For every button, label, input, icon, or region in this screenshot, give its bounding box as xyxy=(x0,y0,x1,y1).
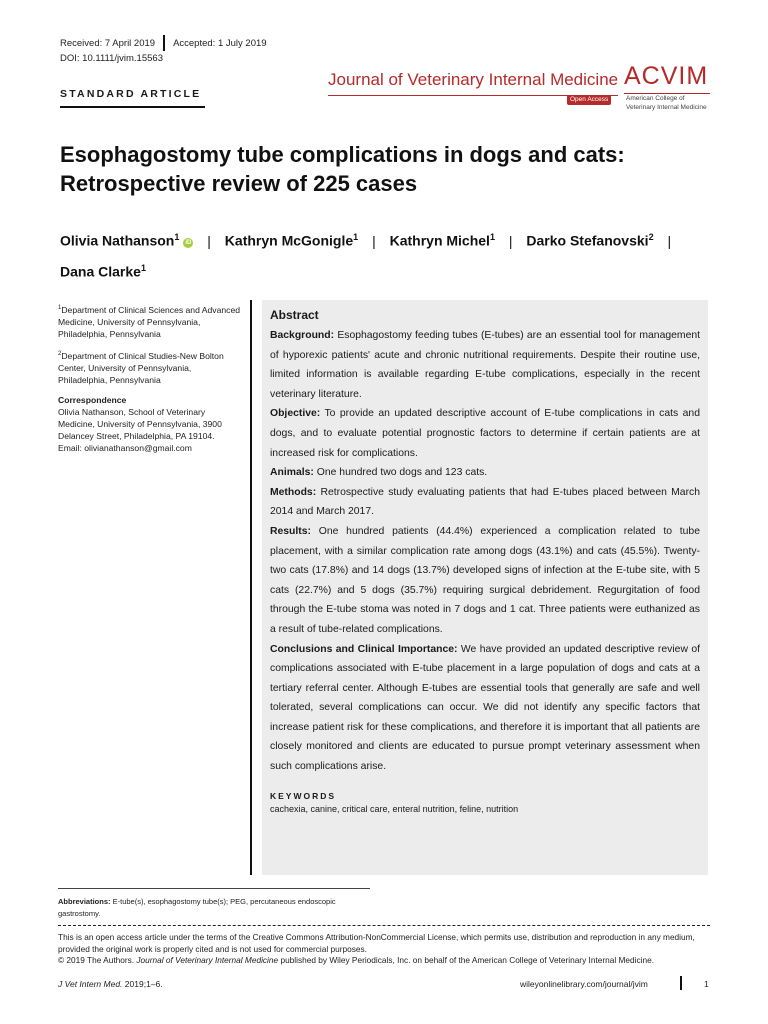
affiliations-column xyxy=(58,302,240,462)
author-separator: | xyxy=(667,232,672,249)
society-name-line1: American College of xyxy=(626,95,685,102)
open-access-badge: Open Access xyxy=(567,95,611,105)
affiliation-number: 2 xyxy=(58,350,62,357)
section-text: To provide an updated descriptive account of E-tube complications in cats and dogs, and to evaluate potential prognostic factors to determine if certain patients are at increased risk for complications. xyxy=(270,408,700,459)
section-label: Conclusions and Clinical Importance: xyxy=(270,643,458,655)
affiliation-text: Department of Clinical Sciences and Advanced Medicine, University of Pennsylvania, Philadelphia, Pennsylvania xyxy=(58,304,241,339)
keywords-list: cachexia, canine, critical care, enteral nutrition, feline, nutrition xyxy=(270,803,519,814)
section-label: Results: xyxy=(270,525,311,537)
citation xyxy=(58,979,163,989)
date-separator xyxy=(163,35,165,51)
author-name[interactable]: Darko Stefanovski xyxy=(526,232,649,249)
abstract-methods xyxy=(270,483,700,522)
journal-url[interactable]: wileyonlinelibrary.com/journal/jvim xyxy=(520,979,648,989)
abbreviations-text: E-tube(s), esophagostomy tube(s); PEG, percutaneous endoscopic gastrostomy. xyxy=(58,897,336,918)
abstract-heading: Abstract xyxy=(270,308,319,322)
author-separator: | xyxy=(508,232,513,249)
author-name[interactable]: Kathryn Michel xyxy=(389,232,490,249)
abstract-objective xyxy=(270,404,700,463)
article-dates xyxy=(60,35,267,51)
license-block xyxy=(58,932,710,967)
abbreviations-note xyxy=(58,896,348,920)
correspondence-address: Olivia Nathanson, School of Veterinary Medicine, University of Pennsylvania, 3900 Delancey Street, Philadelphia, PA 19104. xyxy=(58,406,222,441)
author-affiliation-marker: 1 xyxy=(489,232,495,242)
abstract-animals xyxy=(270,463,700,483)
license-divider xyxy=(58,925,710,926)
footer-separator xyxy=(680,976,682,990)
accepted-date: Accepted: 1 July 2019 xyxy=(173,37,267,49)
citation-journal: J Vet Intern Med. xyxy=(58,979,123,989)
section-text: Esophagostomy feeding tubes (E-tubes) are an essential tool for management of hyporexic patients' acute and chronic nutritional requirements. Despite their routine use, limited information is available regarding E-tube complications, especially in the recent veterinary literature. xyxy=(270,330,701,400)
acvim-logo: ACVIM xyxy=(624,62,709,90)
column-divider xyxy=(250,300,252,875)
section-text: One hundred two dogs and 123 cats. xyxy=(316,467,488,479)
abstract-background xyxy=(270,326,700,404)
affiliation-number: 1 xyxy=(58,305,62,311)
keywords-heading: KEYWORDS xyxy=(270,790,337,801)
affiliation xyxy=(58,302,240,340)
author-name[interactable]: Olivia Nathanson xyxy=(60,232,175,249)
section-label: Methods: xyxy=(270,486,317,498)
copyright-journal: Journal of Veterinary Internal Medicine xyxy=(136,955,279,965)
correspondence-heading: Correspondence xyxy=(58,394,127,405)
copyright-line xyxy=(58,955,710,967)
section-text: Retrospective study evaluating patients that had E-tubes placed between March 2014 and March 2017. xyxy=(270,486,700,518)
abstract-conclusions xyxy=(270,640,700,777)
citation-details: 2019;1–6. xyxy=(124,979,163,989)
author-name[interactable]: Kathryn McGonigle xyxy=(224,232,354,249)
copyright-suffix: published by Wiley Periodicals, Inc. on behalf of the American College of Veterinary Internal Medicine. xyxy=(280,955,655,965)
correspondence-email[interactable]: Email: olivianathanson@gmail.com xyxy=(58,442,192,453)
article-type: STANDARD ARTICLE xyxy=(60,88,202,100)
society-name xyxy=(626,94,707,112)
affiliation xyxy=(58,348,240,386)
footnote-rule xyxy=(58,888,370,889)
section-label: Background: xyxy=(270,330,335,341)
author-separator: | xyxy=(372,232,376,249)
title-line-2: Retrospective review of 225 cases xyxy=(60,171,418,196)
section-label: Animals: xyxy=(270,467,314,479)
article-title xyxy=(60,140,700,198)
author-separator: | xyxy=(207,232,211,249)
abstract-results xyxy=(270,522,700,640)
section-label: Objective: xyxy=(270,408,321,420)
section-text: We have provided an updated descriptive review of complications associated with E-tube placement in a large population of dogs and cats at a tertiary referral center. Although E-tubes are essential tools that generally are safe and well tolerated, several complications can occur. We did not identify any specific factors that increase patient risk for these complications, and therefore it is important that all patients are closely monitored and clients are educated to pursue prompt veterinary assessment when such complications arise. xyxy=(270,643,701,773)
author-list xyxy=(60,224,710,285)
license-text: This is an open access article under the terms of the Creative Commons Attribution-NonCommercial License, which permits use, distribution and reproduction in any medium, provided the original work is properly cited and is not used for commercial purposes. xyxy=(58,932,695,954)
article-type-rule xyxy=(60,106,205,108)
author-affiliation-marker: 1 xyxy=(140,262,146,273)
orcid-icon[interactable]: iD xyxy=(185,239,192,246)
copyright-prefix: © 2019 The Authors. xyxy=(58,955,135,965)
society-name-line2: Veterinary Internal Medicine xyxy=(626,104,707,111)
author-affiliation-marker: 1 xyxy=(174,232,180,242)
journal-name[interactable]: Journal of Veterinary Internal Medicine xyxy=(328,70,619,89)
section-text: One hundred patients (44.4%) experienced a complication related to tube placement, with a similar complication rate among dogs (43.1%) and cats (45.5%). Twenty-two cats (17.8%) and 14 dogs (13.7%) developed signs of infection at the E-tube site, with 5 cats (22.7%) and 5 dogs (35.7%) requiring surgical debridement. Regurgitation of food through the E-tube stoma was noted in 7 dogs and 1 cat. Three patients were euthanized as a result of tube-related complications. xyxy=(270,525,700,635)
affiliation-text: Department of Clinical Studies-New Bolton Center, University of Pennsylvania, Philadelphia, Pennsylvania xyxy=(58,350,224,385)
doi[interactable]: DOI: 10.1111/jvim.15563 xyxy=(60,53,163,64)
abbreviations-label: Abbreviations: xyxy=(58,897,111,906)
abstract-box xyxy=(262,300,708,875)
author-name[interactable]: Dana Clarke xyxy=(60,263,141,280)
author-affiliation-marker: 1 xyxy=(353,232,359,242)
page-number: 1 xyxy=(704,979,709,989)
author-affiliation-marker: 2 xyxy=(648,232,654,242)
title-line-1: Esophagostomy tube complications in dogs and cats: xyxy=(60,142,625,167)
received-date: Received: 7 April 2019 xyxy=(60,37,156,49)
